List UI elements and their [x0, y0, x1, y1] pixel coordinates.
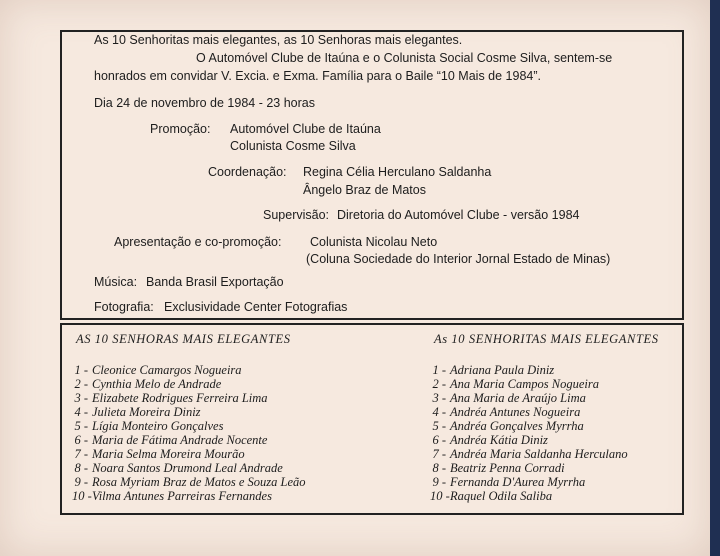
list-item: 2 - Ana Maria Campos Nogueira [432, 377, 599, 391]
senhoras-title: AS 10 SENHORAS MAIS ELEGANTES [76, 332, 291, 346]
list-item: 6 - Andréa Kátia Diniz [432, 433, 548, 447]
coordenacao-value-2: Ângelo Braz de Matos [303, 183, 426, 197]
supervisao-label: Supervisão: [263, 208, 330, 222]
invitation-box [60, 30, 684, 320]
list-item: 7 - Andréa Maria Saldanha Herculano [432, 447, 628, 461]
list-item: 8 - Beatriz Penna Corradi [432, 461, 565, 475]
senhoras-list [72, 363, 306, 503]
intro-line: As 10 Senhoritas mais elegantes, as 10 Senhoras mais elegantes. [94, 33, 463, 47]
list-item: 10 -Raquel Odila Saliba [430, 489, 553, 503]
list-item: 3 - Elizabete Rodrigues Ferreira Lima [74, 391, 268, 405]
list-item: 1 - Cleonice Camargos Nogueira [74, 363, 242, 377]
coordenacao-label: Coordenação: [208, 165, 287, 179]
musica-value: Banda Brasil Exportação [146, 275, 284, 289]
list-item: 5 - Lígia Monteiro Gonçalves [74, 419, 224, 433]
list-item: 9 - Fernanda D'Aurea Myrrha [432, 475, 586, 489]
apresentacao-label: Apresentação e co-promoção: [114, 235, 282, 249]
list-item: 9 - Rosa Myriam Braz de Matos e Souza Leão [74, 475, 306, 489]
fotografia-label: Fotografia: [94, 300, 154, 314]
list-item: 10 -Vilma Antunes Parreiras Fernandes [72, 489, 272, 503]
fotografia-value: Exclusividade Center Fotografias [164, 300, 348, 314]
senhoritas-list [430, 363, 628, 503]
honorees-box [60, 323, 684, 515]
supervisao-value: Diretoria do Automóvel Clube - versão 1984 [337, 208, 580, 222]
apresentacao-value-1: Colunista Nicolau Neto [310, 235, 438, 249]
invite-line: honrados em convidar V. Excia. e Exma. Família para o Baile “10 Mais de 1984”. [94, 69, 541, 83]
list-item: 8 - Noara Santos Drumond Leal Andrade [74, 461, 283, 475]
event-date: Dia 24 de novembro de 1984 - 23 horas [94, 96, 315, 110]
host-line: O Automóvel Clube de Itaúna e o Colunista Social Cosme Silva, sentem-se [196, 51, 613, 65]
promocao-label: Promoção: [150, 122, 211, 136]
promocao-value-1: Automóvel Clube de Itaúna [230, 122, 381, 136]
list-item: 3 - Ana Maria de Araújo Lima [432, 391, 586, 405]
coordenacao-value-1: Regina Célia Herculano Saldanha [303, 165, 492, 179]
list-item: 7 - Maria Selma Moreira Mourão [74, 447, 245, 461]
list-item: 4 - Andréa Antunes Nogueira [432, 405, 581, 419]
promocao-value-2: Colunista Cosme Silva [230, 139, 356, 153]
list-item: 1 - Adriana Paula Diniz [432, 363, 555, 377]
list-item: 6 - Maria de Fátima Andrade Nocente [74, 433, 268, 447]
list-item: 5 - Andréa Gonçalves Myrrha [432, 419, 584, 433]
musica-label: Música: [94, 275, 138, 289]
apresentacao-value-2: (Coluna Sociedade do Interior Jornal Estado de Minas) [306, 252, 611, 266]
list-item: 4 - Julieta Moreira Diniz [74, 405, 201, 419]
senhoritas-title: As 10 SENHORITAS MAIS ELEGANTES [434, 332, 659, 346]
list-item: 2 - Cynthia Melo de Andrade [74, 377, 222, 391]
